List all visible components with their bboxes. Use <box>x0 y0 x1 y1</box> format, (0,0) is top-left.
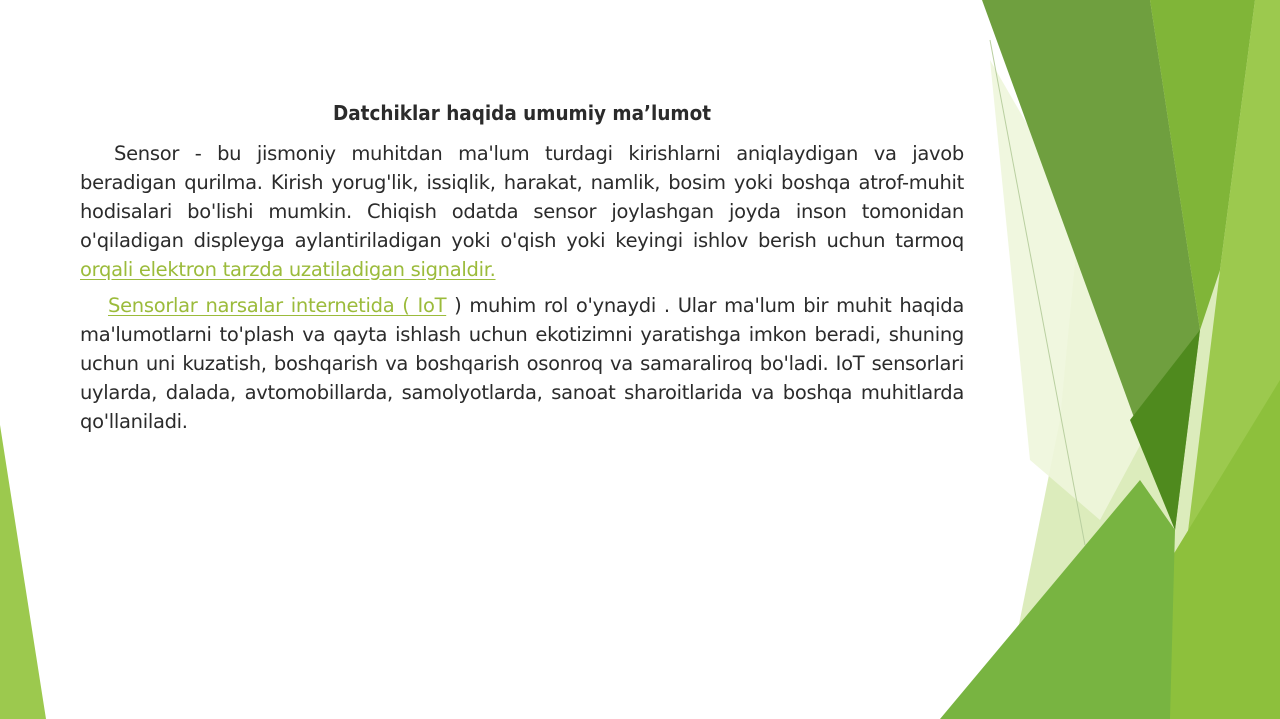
paragraph-sensor-definition <box>80 139 964 284</box>
slide-title: Datchiklar haqida umumiy ma’lumot <box>332 101 712 125</box>
paragraph-2-text: ) muhim rol o'ynaydi . Ular ma'lum bir muhit haqida ma'lumotlarni to'plash va qayta ishlash uchun ekotizimni yaratishga imkon beradi, shuning uchun uni kuzatish, boshqarish va boshqarish osonroq va samaraliroq bo'ladi. IoT sensorlari uylarda, dalada, avtomobillarda, samolyotlarda, sanoat sharoitlarida va boshqa muhitlarda qo'llaniladi. <box>80 294 964 433</box>
signal-transmission-link[interactable]: orqali elektron tarzda uzatiladigan signaldir. <box>80 258 496 281</box>
slide-content <box>80 100 964 443</box>
left-decor-green-triangle <box>0 425 46 719</box>
paragraph-iot-sensors <box>80 291 964 436</box>
paragraph-1-text: Sensor - bu jismoniy muhitdan ma'lum turdagi kirishlarni aniqlaydigan va javob beradigan qurilma. Kirish yorug'lik, issiqlik, harakat, namlik, bosim yoki boshqa atrof-muhit hodisalari bo'lishi mumkin. Chiqish odatda sensor joylashgan joyda inson tomonidan o'qiladigan displeyga aylantiriladigan yoki o'qish yoki keyingi ishlov berish uchun tarmoq <box>80 142 964 252</box>
iot-sensors-link[interactable]: Sensorlar narsalar internetida ( IoT <box>108 294 447 317</box>
